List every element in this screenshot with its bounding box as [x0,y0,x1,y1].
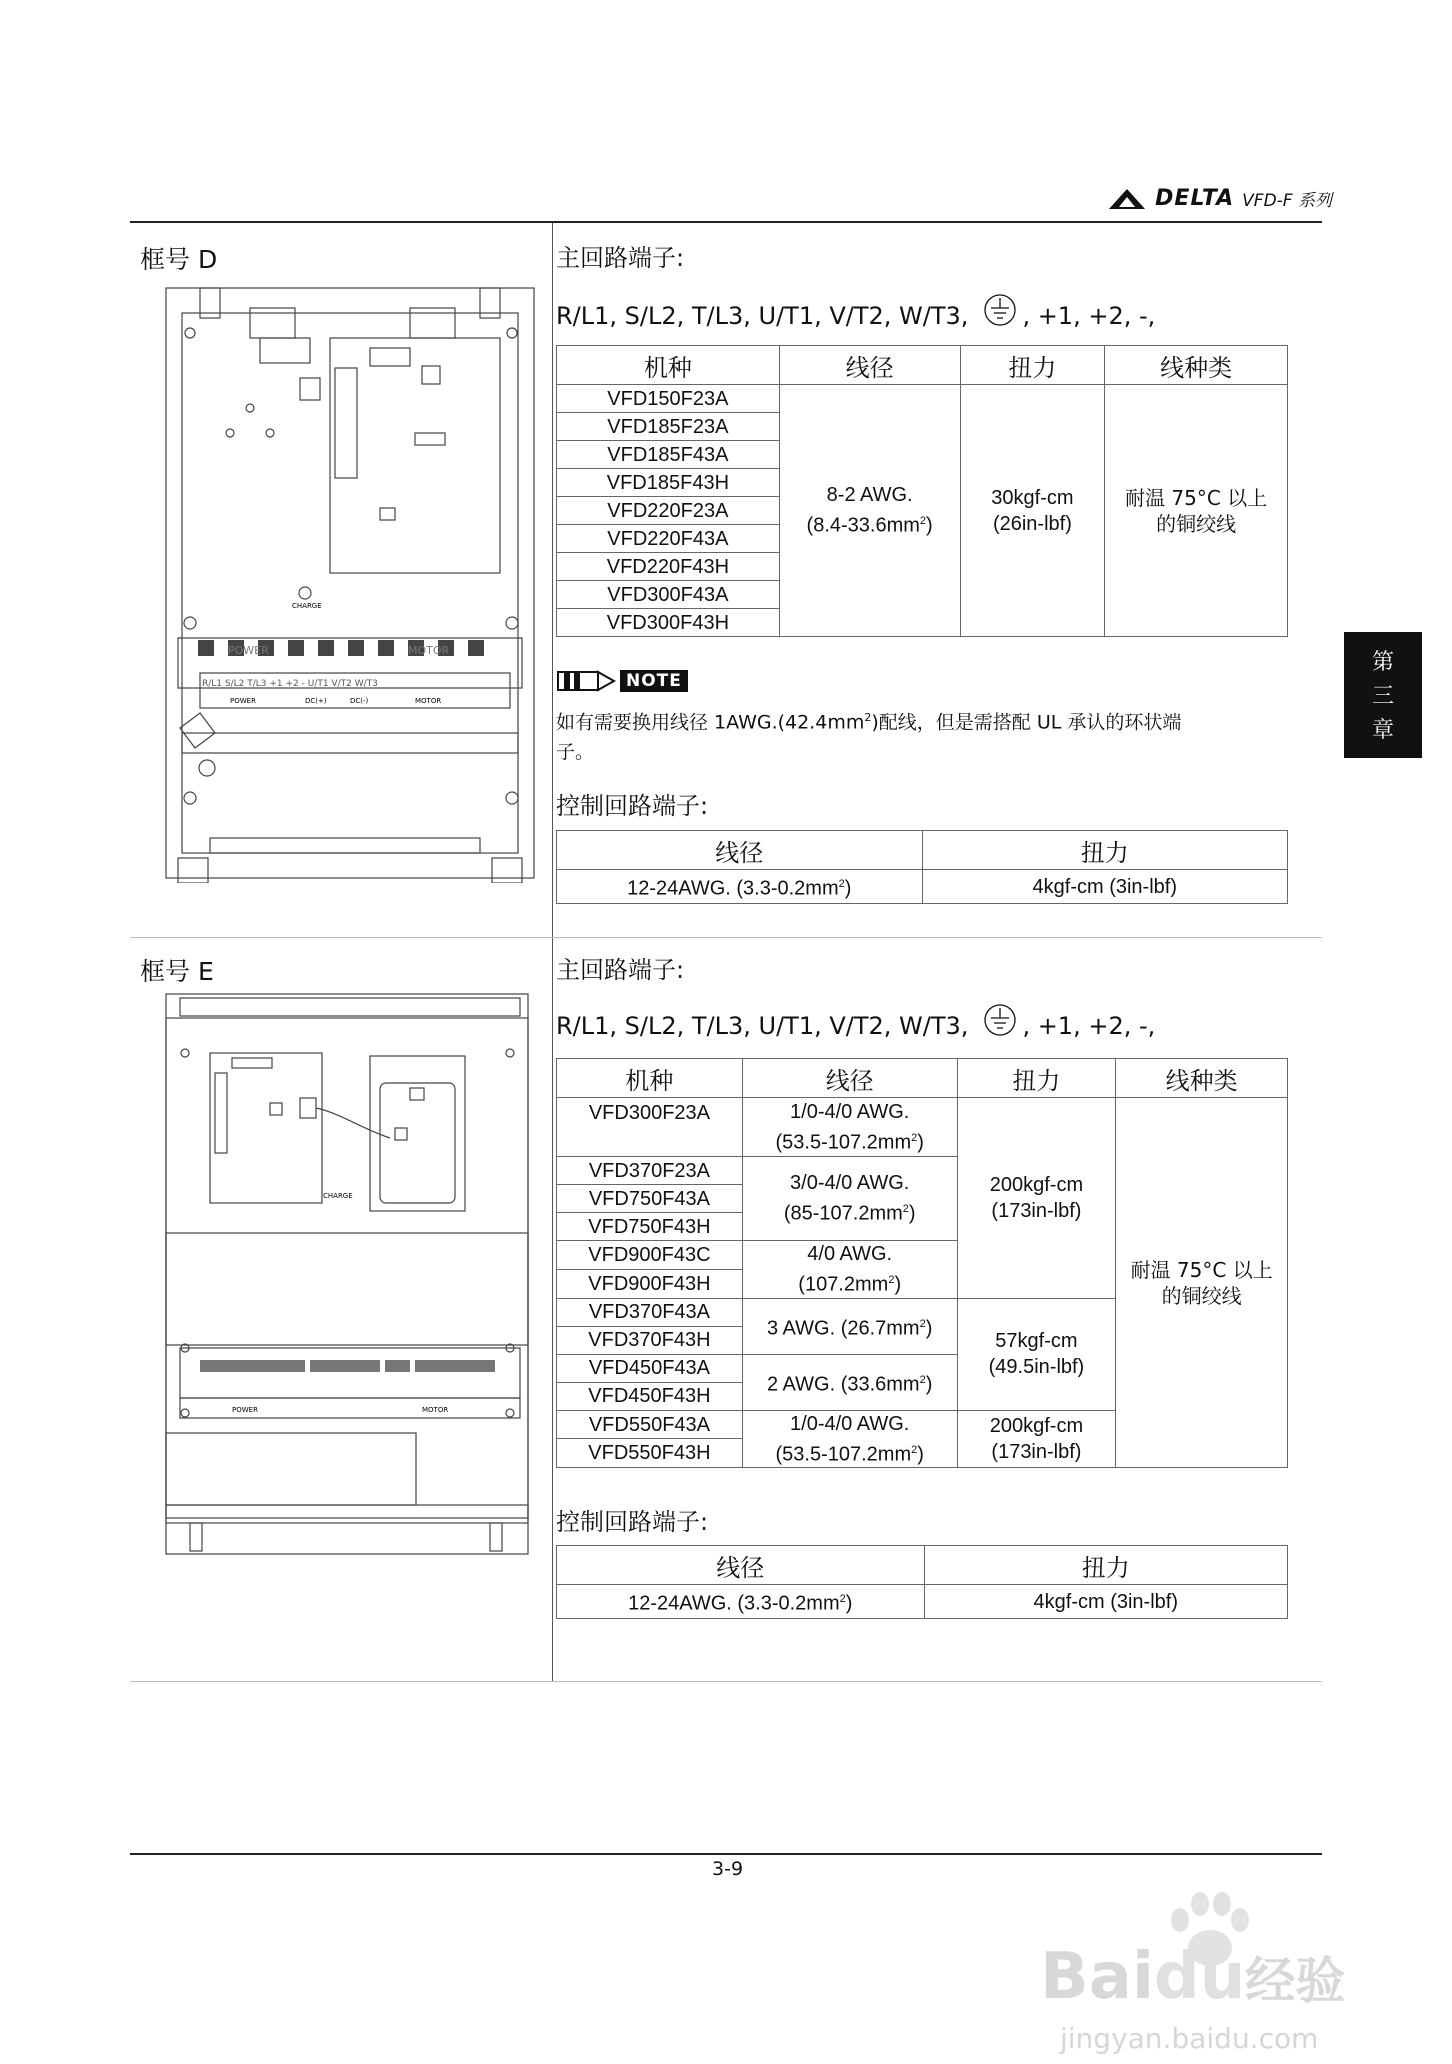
col-header-model: 机种 [557,346,780,385]
col-header-wire: 线径 [779,346,960,385]
wire-cell: 2 AWG. $(33.6mm^2)$ [742,1354,957,1410]
model-cell: VFD450F43H [557,1382,743,1410]
page-number: 3-9 [712,1858,744,1880]
watermark-logo: Bai [1040,1940,1154,2014]
chapter-tab [1344,632,1422,758]
frame-d-terminal-labels: R/L1 S/L2 T/L3 +1 +2 - U/T1 V/T2 W/T3 [202,679,378,689]
frame-e-drawing [160,988,540,1558]
torque-line: 200kgf-cm [989,1173,1084,1196]
note-text-part: )配线，但是需搭配 UL 承认的环状端 [871,711,1182,734]
col-header-wire: 线径 [557,1546,925,1585]
brand-header [1107,186,1332,211]
model-cell: VFD300F23A [557,1098,743,1157]
note-text-part: 子。 [556,741,595,764]
model-cell: VFD900F43H [557,1269,743,1298]
frame-d-terminal-list: R/L1, S/L2, T/L3, U/T1, V/T2, W/T3, [556,302,969,330]
frame-e-terminal-list: R/L1, S/L2, T/L3, U/T1, V/T2, W/T3, [556,1012,969,1040]
frame-d-main-title: 主回路端子: [556,244,685,272]
model-cell: VFD300F43H [557,609,780,637]
wire-cell [742,1098,957,1157]
wire-type-cell [1116,1098,1288,1468]
wire-text: ) [925,1373,933,1396]
frame-e-main-title: 主回路端子: [556,956,685,984]
watermark-logo-du: du [1153,1940,1246,2014]
frame-d-charge-label: CHARGE [292,602,322,610]
ground-icon [980,1000,1020,1040]
torque-line: (26in-lbf) [992,512,1072,535]
control-wire-cell: 12-24AWG. $(3.3-0.2mm^2)$ [557,1585,925,1619]
torque-line: (173in-lbf) [991,1199,1082,1222]
frame-d-dc-minus: DC(-) [350,697,369,705]
frame-e-label: 框号 E [140,957,214,986]
model-cell: VFD370F23A [557,1157,743,1185]
header-rule [130,221,1322,223]
wire-type-line: 耐温 75°C 以上 [1125,485,1268,510]
series-name: VFD-F 系列 [1242,191,1332,211]
torque-line: 30kgf-cm [991,486,1074,509]
control-wire: 12-24AWG. (3.3-0.2mm [627,877,839,900]
delta-logo-icon [1107,187,1147,211]
wire-line: 1/0-4/0 AWG. [790,1100,910,1123]
wire-type-line: 的铜绞线 [1161,1283,1242,1308]
col-header-model: 机种 [557,1059,743,1098]
wire-text: ) [917,1131,924,1154]
model-cell: VFD450F43A [557,1354,743,1382]
frame-d-control-title: 控制回路端子: [556,792,709,820]
frame-e-control-table [556,1545,1288,1619]
wire-line: $(53.5-107.2mm^2)$ [775,1131,924,1154]
wire-text: ) [917,1443,924,1466]
control-wire-end: ) [844,877,852,900]
frame-e-motor-label: MOTOR [422,1406,449,1414]
control-torque-cell: 4kgf-cm (3in-lbf) [924,1585,1287,1619]
col-header-torque: 扭力 [924,1546,1287,1585]
model-cell: VFD220F23A [557,497,780,525]
torque-line: (49.5in-lbf) [988,1356,1085,1379]
col-header-torque: 扭力 [922,831,1287,870]
wire-type-line: 耐温 75°C 以上 [1130,1257,1273,1282]
model-cell: VFD220F43H [557,553,780,581]
wire-text: (107.2mm [798,1273,889,1296]
watermark-url: jingyan.baidu.com [1060,2022,1319,2055]
col-header-wire: 线径 [557,831,923,870]
frame-e-control-title: 控制回路端子: [556,1508,709,1536]
footer-rule [130,1853,1322,1855]
baidu-watermark [1040,1890,1420,2060]
torque-line: (173in-lbf) [991,1440,1082,1463]
wire-text: (85-107.2mm [783,1202,903,1225]
wire-cell [742,1410,957,1468]
frame-e-charge-label: CHARGE [323,1192,353,1200]
model-cell: VFD550F43H [557,1439,743,1468]
torque-cell [957,1410,1116,1468]
wire-text: 2 AWG. (33.6mm [766,1373,920,1396]
model-cell: VFD220F43A [557,525,780,553]
column-divider [552,223,553,1681]
chapter-tab-char: 章 [1371,718,1394,743]
model-cell: VFD185F43A [557,441,780,469]
ground-icon [980,290,1020,330]
wire-line: 3/0-4/0 AWG. [790,1172,910,1195]
wire-text: (53.5-107.2mm [775,1131,912,1154]
section-divider [130,937,1322,938]
frame-d-terminal-tail: , +1, +2, -, [1022,302,1156,330]
note-text-part: 如有需要换用线径 1AWG.(42.4mm [556,711,865,734]
torque-line: 57kgf-cm [995,1330,1078,1353]
frame-d-dc-plus: DC(+) [305,697,327,705]
wire-text: ) [926,514,933,537]
wire-line: 1/0-4/0 AWG. [790,1412,910,1435]
control-wire-cell: 12-24AWG. $(3.3-0.2mm^2)$ [557,870,923,904]
torque-cell [960,385,1105,637]
wire-text: ) [894,1273,902,1296]
frame-d-power-top: POWER [228,644,269,657]
wire-line: $(107.2mm^2)$ [798,1273,902,1296]
frame-e-main-table [556,1058,1288,1468]
torque-cell [957,1298,1116,1410]
col-header-wire-type: 线种类 [1116,1059,1288,1098]
chapter-tab-char: 第 [1371,650,1394,675]
frame-d-motor-top: MOTOR [408,644,450,657]
frame-e-terminal-tail: , +1, +2, -, [1022,1012,1156,1040]
wire-line: 4/0 AWG. [807,1243,893,1265]
frame-e-power-label: POWER [232,1406,258,1414]
model-cell: VFD185F23A [557,413,780,441]
control-torque-cell: 4kgf-cm (3in-lbf) [922,870,1287,904]
wire-line: $(8.4-33.6mm^2)$ [806,514,933,537]
brand-name: DELTA [1155,186,1235,211]
wire-type-cell [1105,385,1288,637]
model-cell: VFD750F43H [557,1213,743,1241]
chapter-tab-char: 三 [1371,684,1394,709]
model-cell: VFD300F43A [557,581,780,609]
frame-d-main-table [556,345,1288,637]
frame-d-terminals [556,290,1155,342]
wire-text: 3 AWG. (26.7mm [766,1317,920,1340]
col-header-torque: 扭力 [960,346,1105,385]
frame-d-drawing [160,278,540,883]
wire-cell [742,1157,957,1241]
model-cell: VFD150F23A [557,385,780,413]
frame-d-control-table [556,830,1288,904]
wire-text: (53.5-107.2mm [775,1443,912,1466]
frame-d-label: 框号 D [140,245,218,274]
wire-cell [779,385,960,637]
model-cell: VFD750F43A [557,1185,743,1213]
model-cell: VFD900F43C [557,1241,743,1270]
torque-cell [957,1098,1116,1299]
control-wire: 12-24AWG. (3.3-0.2mm [628,1592,840,1615]
col-header-wire: 线径 [742,1059,957,1098]
wire-line: $(85-107.2mm^2)$ [783,1202,916,1225]
watermark-logo-cn: 经验 [1245,1952,1346,2010]
wire-line: 8-2 AWG. [826,484,913,507]
frame-d-motor-bottom: MOTOR [415,697,442,705]
pencil-icon [556,668,616,694]
frame-e-terminals [556,1000,1155,1052]
model-cell: VFD370F43H [557,1326,743,1354]
torque-line: 200kgf-cm [989,1414,1084,1437]
frame-d-power-bottom: POWER [230,697,256,705]
note-tag: NOTE [620,670,688,692]
wire-cell [742,1241,957,1299]
col-header-wire-type: 线种类 [1105,346,1288,385]
wire-text: ) [925,1317,933,1340]
model-cell: VFD185F43H [557,469,780,497]
col-header-torque: 扭力 [957,1059,1116,1098]
control-wire-end: ) [845,1592,853,1615]
note-box [556,668,688,694]
wire-type-line: 的铜绞线 [1156,511,1237,536]
wire-cell: 3 AWG. $(26.7mm^2)$ [742,1298,957,1354]
model-cell: VFD550F43A [557,1410,743,1439]
wire-text: ) [908,1202,916,1225]
model-cell: VFD370F43A [557,1298,743,1326]
note-text: 如有需要换用线径 $1AWG.(42.4mm^2)$配线，但是需搭配 UL 承认的环状端 子。 [556,711,1182,764]
wire-text: (8.4-33.6mm [806,514,920,537]
section-bottom [130,1681,1322,1682]
wire-line: $(53.5-107.2mm^2)$ [775,1443,924,1466]
